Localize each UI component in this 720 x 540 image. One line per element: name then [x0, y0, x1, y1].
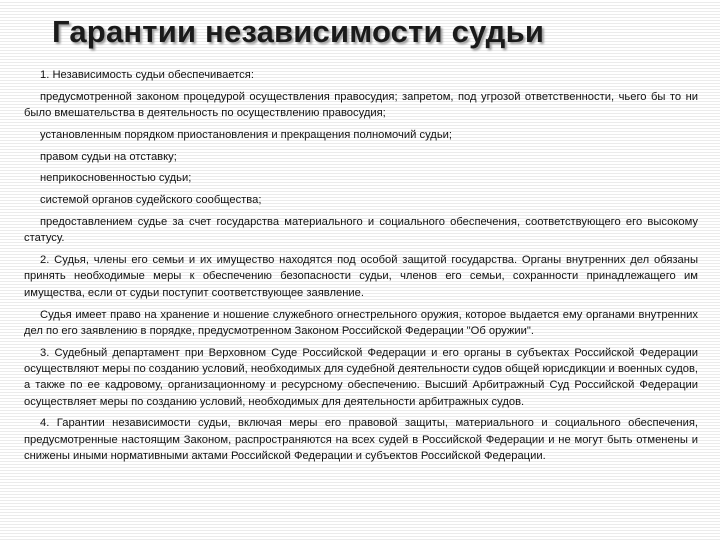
- paragraph-guarantees-scope: 4. Гарантии независимости судьи, включая меры его правовой защиты, материального и социального обеспечения, предусмотренные настоящим Законом, распространяются на всех судей в Российской Федерации и не могут быть отменены и снижены иными нормативными актами Российской Федерации и субъектов Российской Федерации.: [24, 417, 698, 462]
- slide-title: Гарантии независимости судьи: [52, 14, 545, 49]
- paragraph-independence-intro: 1. Независимость судьи обеспечивается:: [40, 69, 254, 81]
- paragraph-immunity: неприкосновенностью судьи;: [40, 172, 192, 185]
- paragraph-suspension-order: установленным порядком приостановления и прекращения полномочий судьи;: [40, 128, 453, 141]
- paragraph-retirement-right: правом судьи на отставку;: [40, 150, 177, 163]
- paragraph-judicial-department: 3. Судебный департамент при Верховном Суде Российской Федерации и его органы в субъектах Российской Федерации осуществляют меры по созданию условий, необходимых для судебной деятельности судов общей юрисдикции и военных судов, а также по ее кадровому, организационному и ресурсному обеспечению. Высший Арбитражный Суд Российской Федерации осуществляет меры по созданию условий, необходимых для деятельности арбитражных судов.: [24, 346, 698, 408]
- paragraph-judicial-community: системой органов судейского сообщества;: [40, 194, 262, 207]
- paragraph-procedure: предусмотренной законом процедурой осуществления правосудия; запретом, под угрозой ответственности, чьего бы то ни было вмешательства в деятельность по осуществлению правосудия;: [24, 90, 698, 120]
- paragraph-firearm-right: Судья имеет право на хранение и ношение служебного огнестрельного оружия, которое выдается ему органами внутренних дел по его заявлению в порядке, предусмотренном Законом Российской Федерации "Об оружии".: [24, 308, 698, 337]
- paragraph-state-protection: 2. Судья, члены его семьи и их имущество находятся под особой защитой государства. Органы внутренних дел обязаны принять необходимые меры к обеспечению безопасности судьи, членов его семьи, сохранности принадлежащего им имущества, если от судьи поступит соответствующее заявление.: [24, 254, 698, 299]
- paragraph-material-support: предоставлением судье за счет государства материального и социального обеспечения, соответствующего его высокому статусу.: [24, 216, 698, 245]
- slide-body: [24, 67, 698, 470]
